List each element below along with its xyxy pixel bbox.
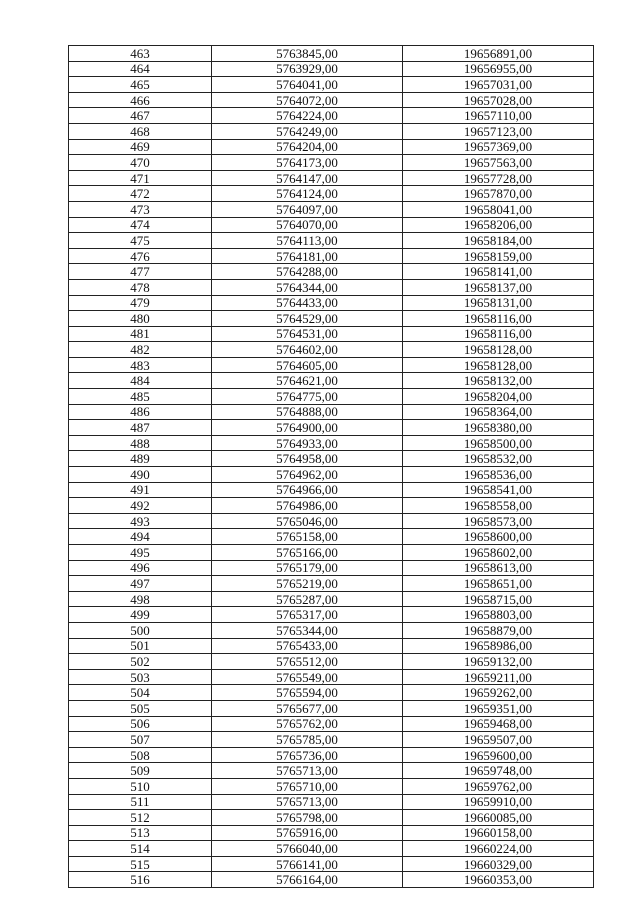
table-row <box>69 389 594 405</box>
point-number-cell: 514 <box>69 841 212 857</box>
point-number-cell: 465 <box>69 77 212 93</box>
point-number-cell: 504 <box>69 685 212 701</box>
point-number-cell: 502 <box>69 654 212 670</box>
coordinates-table <box>68 45 594 888</box>
x-coordinate-cell: 5766040,00 <box>212 841 403 857</box>
x-coordinate-cell: 5764602,00 <box>212 342 403 358</box>
table-row <box>69 201 594 217</box>
table-row <box>69 841 594 857</box>
table-row <box>69 794 594 810</box>
x-coordinate-cell: 5764900,00 <box>212 420 403 436</box>
x-coordinate-cell: 5765798,00 <box>212 810 403 826</box>
x-coordinate-cell: 5764288,00 <box>212 264 403 280</box>
point-number-cell: 497 <box>69 576 212 592</box>
x-coordinate-cell: 5764097,00 <box>212 201 403 217</box>
point-number-cell: 466 <box>69 92 212 108</box>
x-coordinate-cell: 5765713,00 <box>212 763 403 779</box>
table-row <box>69 311 594 327</box>
point-number-cell: 488 <box>69 435 212 451</box>
x-coordinate-cell: 5766141,00 <box>212 856 403 872</box>
table-row <box>69 732 594 748</box>
table-row <box>69 61 594 77</box>
x-coordinate-cell: 5764433,00 <box>212 295 403 311</box>
point-number-cell: 509 <box>69 763 212 779</box>
y-coordinate-cell: 19658128,00 <box>403 357 594 373</box>
point-number-cell: 481 <box>69 326 212 342</box>
x-coordinate-cell: 5765785,00 <box>212 732 403 748</box>
point-number-cell: 483 <box>69 357 212 373</box>
point-number-cell: 510 <box>69 778 212 794</box>
table-row <box>69 607 594 623</box>
y-coordinate-cell: 19658541,00 <box>403 482 594 498</box>
y-coordinate-cell: 19660085,00 <box>403 810 594 826</box>
y-coordinate-cell: 19658380,00 <box>403 420 594 436</box>
y-coordinate-cell: 19657369,00 <box>403 139 594 155</box>
x-coordinate-cell: 5764070,00 <box>212 217 403 233</box>
point-number-cell: 512 <box>69 810 212 826</box>
x-coordinate-cell: 5765713,00 <box>212 794 403 810</box>
point-number-cell: 506 <box>69 716 212 732</box>
y-coordinate-cell: 19658041,00 <box>403 201 594 217</box>
point-number-cell: 463 <box>69 46 212 62</box>
point-number-cell: 475 <box>69 233 212 249</box>
table-row <box>69 529 594 545</box>
y-coordinate-cell: 19659351,00 <box>403 700 594 716</box>
point-number-cell: 484 <box>69 373 212 389</box>
y-coordinate-cell: 19658184,00 <box>403 233 594 249</box>
y-coordinate-cell: 19658116,00 <box>403 326 594 342</box>
x-coordinate-cell: 5764072,00 <box>212 92 403 108</box>
x-coordinate-cell: 5764933,00 <box>212 435 403 451</box>
x-coordinate-cell: 5765549,00 <box>212 669 403 685</box>
table-row <box>69 513 594 529</box>
y-coordinate-cell: 19658500,00 <box>403 435 594 451</box>
table-row <box>69 170 594 186</box>
y-coordinate-cell: 19659132,00 <box>403 654 594 670</box>
table-row <box>69 139 594 155</box>
table-row <box>69 591 594 607</box>
y-coordinate-cell: 19657870,00 <box>403 186 594 202</box>
x-coordinate-cell: 5764962,00 <box>212 467 403 483</box>
x-coordinate-cell: 5765317,00 <box>212 607 403 623</box>
x-coordinate-cell: 5764986,00 <box>212 498 403 514</box>
table-row <box>69 326 594 342</box>
y-coordinate-cell: 19656955,00 <box>403 61 594 77</box>
y-coordinate-cell: 19658573,00 <box>403 513 594 529</box>
table-row <box>69 123 594 139</box>
y-coordinate-cell: 19659762,00 <box>403 778 594 794</box>
y-coordinate-cell: 19659262,00 <box>403 685 594 701</box>
point-number-cell: 493 <box>69 513 212 529</box>
table-row <box>69 233 594 249</box>
table-row <box>69 685 594 701</box>
point-number-cell: 486 <box>69 404 212 420</box>
table-row <box>69 763 594 779</box>
y-coordinate-cell: 19658558,00 <box>403 498 594 514</box>
x-coordinate-cell: 5765677,00 <box>212 700 403 716</box>
point-number-cell: 507 <box>69 732 212 748</box>
point-number-cell: 469 <box>69 139 212 155</box>
y-coordinate-cell: 19658532,00 <box>403 451 594 467</box>
x-coordinate-cell: 5765158,00 <box>212 529 403 545</box>
y-coordinate-cell: 19658116,00 <box>403 311 594 327</box>
table-row <box>69 108 594 124</box>
y-coordinate-cell: 19658206,00 <box>403 217 594 233</box>
x-coordinate-cell: 5764344,00 <box>212 279 403 295</box>
y-coordinate-cell: 19660158,00 <box>403 825 594 841</box>
point-number-cell: 498 <box>69 591 212 607</box>
x-coordinate-cell: 5765344,00 <box>212 622 403 638</box>
x-coordinate-cell: 5764204,00 <box>212 139 403 155</box>
point-number-cell: 473 <box>69 201 212 217</box>
table-row <box>69 92 594 108</box>
table-row <box>69 295 594 311</box>
table-row <box>69 778 594 794</box>
y-coordinate-cell: 19658128,00 <box>403 342 594 358</box>
table-row <box>69 482 594 498</box>
point-number-cell: 508 <box>69 747 212 763</box>
table-row <box>69 669 594 685</box>
y-coordinate-cell: 19658536,00 <box>403 467 594 483</box>
x-coordinate-cell: 5764124,00 <box>212 186 403 202</box>
point-number-cell: 467 <box>69 108 212 124</box>
x-coordinate-cell: 5764958,00 <box>212 451 403 467</box>
table-row <box>69 654 594 670</box>
x-coordinate-cell: 5764966,00 <box>212 482 403 498</box>
table-row <box>69 186 594 202</box>
x-coordinate-cell: 5765512,00 <box>212 654 403 670</box>
point-number-cell: 479 <box>69 295 212 311</box>
point-number-cell: 468 <box>69 123 212 139</box>
x-coordinate-cell: 5763845,00 <box>212 46 403 62</box>
y-coordinate-cell: 19658132,00 <box>403 373 594 389</box>
x-coordinate-cell: 5764621,00 <box>212 373 403 389</box>
point-number-cell: 480 <box>69 311 212 327</box>
y-coordinate-cell: 19658364,00 <box>403 404 594 420</box>
point-number-cell: 464 <box>69 61 212 77</box>
point-number-cell: 490 <box>69 467 212 483</box>
y-coordinate-cell: 19658137,00 <box>403 279 594 295</box>
table-row <box>69 622 594 638</box>
y-coordinate-cell: 19658613,00 <box>403 560 594 576</box>
table-row <box>69 638 594 654</box>
x-coordinate-cell: 5764249,00 <box>212 123 403 139</box>
table-row <box>69 420 594 436</box>
y-coordinate-cell: 19659211,00 <box>403 669 594 685</box>
table-row <box>69 435 594 451</box>
point-number-cell: 496 <box>69 560 212 576</box>
x-coordinate-cell: 5765762,00 <box>212 716 403 732</box>
point-number-cell: 491 <box>69 482 212 498</box>
table-row <box>69 810 594 826</box>
x-coordinate-cell: 5764113,00 <box>212 233 403 249</box>
x-coordinate-cell: 5765287,00 <box>212 591 403 607</box>
y-coordinate-cell: 19656891,00 <box>403 46 594 62</box>
x-coordinate-cell: 5765916,00 <box>212 825 403 841</box>
y-coordinate-cell: 19657110,00 <box>403 108 594 124</box>
table-row <box>69 451 594 467</box>
table-row <box>69 46 594 62</box>
y-coordinate-cell: 19658879,00 <box>403 622 594 638</box>
x-coordinate-cell: 5765046,00 <box>212 513 403 529</box>
x-coordinate-cell: 5764529,00 <box>212 311 403 327</box>
y-coordinate-cell: 19657031,00 <box>403 77 594 93</box>
table-row <box>69 155 594 171</box>
y-coordinate-cell: 19658602,00 <box>403 545 594 561</box>
table-row <box>69 279 594 295</box>
y-coordinate-cell: 19659468,00 <box>403 716 594 732</box>
x-coordinate-cell: 5765710,00 <box>212 778 403 794</box>
point-number-cell: 513 <box>69 825 212 841</box>
point-number-cell: 515 <box>69 856 212 872</box>
table-row <box>69 545 594 561</box>
point-number-cell: 500 <box>69 622 212 638</box>
point-number-cell: 474 <box>69 217 212 233</box>
point-number-cell: 492 <box>69 498 212 514</box>
x-coordinate-cell: 5764224,00 <box>212 108 403 124</box>
point-number-cell: 499 <box>69 607 212 623</box>
point-number-cell: 505 <box>69 700 212 716</box>
table-row <box>69 700 594 716</box>
x-coordinate-cell: 5765166,00 <box>212 545 403 561</box>
y-coordinate-cell: 19657028,00 <box>403 92 594 108</box>
y-coordinate-cell: 19660224,00 <box>403 841 594 857</box>
table-row <box>69 498 594 514</box>
y-coordinate-cell: 19658803,00 <box>403 607 594 623</box>
y-coordinate-cell: 19659910,00 <box>403 794 594 810</box>
point-number-cell: 489 <box>69 451 212 467</box>
point-number-cell: 472 <box>69 186 212 202</box>
y-coordinate-cell: 19658141,00 <box>403 264 594 280</box>
point-number-cell: 478 <box>69 279 212 295</box>
point-number-cell: 482 <box>69 342 212 358</box>
y-coordinate-cell: 19658600,00 <box>403 529 594 545</box>
x-coordinate-cell: 5764147,00 <box>212 170 403 186</box>
y-coordinate-cell: 19658651,00 <box>403 576 594 592</box>
x-coordinate-cell: 5764888,00 <box>212 404 403 420</box>
point-number-cell: 494 <box>69 529 212 545</box>
y-coordinate-cell: 19659600,00 <box>403 747 594 763</box>
y-coordinate-cell: 19657123,00 <box>403 123 594 139</box>
x-coordinate-cell: 5764775,00 <box>212 389 403 405</box>
table-row <box>69 373 594 389</box>
x-coordinate-cell: 5765219,00 <box>212 576 403 592</box>
x-coordinate-cell: 5765736,00 <box>212 747 403 763</box>
point-number-cell: 477 <box>69 264 212 280</box>
point-number-cell: 471 <box>69 170 212 186</box>
y-coordinate-cell: 19658131,00 <box>403 295 594 311</box>
point-number-cell: 487 <box>69 420 212 436</box>
y-coordinate-cell: 19658204,00 <box>403 389 594 405</box>
x-coordinate-cell: 5764041,00 <box>212 77 403 93</box>
point-number-cell: 511 <box>69 794 212 810</box>
y-coordinate-cell: 19660353,00 <box>403 872 594 888</box>
point-number-cell: 476 <box>69 248 212 264</box>
table-row <box>69 872 594 888</box>
table-row <box>69 404 594 420</box>
y-coordinate-cell: 19659748,00 <box>403 763 594 779</box>
table-row <box>69 77 594 93</box>
point-number-cell: 495 <box>69 545 212 561</box>
table-row <box>69 467 594 483</box>
x-coordinate-cell: 5764173,00 <box>212 155 403 171</box>
x-coordinate-cell: 5764531,00 <box>212 326 403 342</box>
y-coordinate-cell: 19658715,00 <box>403 591 594 607</box>
x-coordinate-cell: 5765433,00 <box>212 638 403 654</box>
point-number-cell: 485 <box>69 389 212 405</box>
point-number-cell: 503 <box>69 669 212 685</box>
table-row <box>69 357 594 373</box>
table-row <box>69 342 594 358</box>
coordinates-table-body <box>69 46 594 888</box>
x-coordinate-cell: 5763929,00 <box>212 61 403 77</box>
y-coordinate-cell: 19658986,00 <box>403 638 594 654</box>
x-coordinate-cell: 5766164,00 <box>212 872 403 888</box>
table-row <box>69 716 594 732</box>
table-row <box>69 248 594 264</box>
x-coordinate-cell: 5765179,00 <box>212 560 403 576</box>
table-row <box>69 856 594 872</box>
table-row <box>69 747 594 763</box>
point-number-cell: 470 <box>69 155 212 171</box>
y-coordinate-cell: 19657563,00 <box>403 155 594 171</box>
y-coordinate-cell: 19660329,00 <box>403 856 594 872</box>
x-coordinate-cell: 5765594,00 <box>212 685 403 701</box>
table-row <box>69 825 594 841</box>
table-row <box>69 264 594 280</box>
table-row <box>69 560 594 576</box>
y-coordinate-cell: 19659507,00 <box>403 732 594 748</box>
table-row <box>69 576 594 592</box>
point-number-cell: 516 <box>69 872 212 888</box>
table-row <box>69 217 594 233</box>
point-number-cell: 501 <box>69 638 212 654</box>
x-coordinate-cell: 5764181,00 <box>212 248 403 264</box>
x-coordinate-cell: 5764605,00 <box>212 357 403 373</box>
y-coordinate-cell: 19657728,00 <box>403 170 594 186</box>
y-coordinate-cell: 19658159,00 <box>403 248 594 264</box>
